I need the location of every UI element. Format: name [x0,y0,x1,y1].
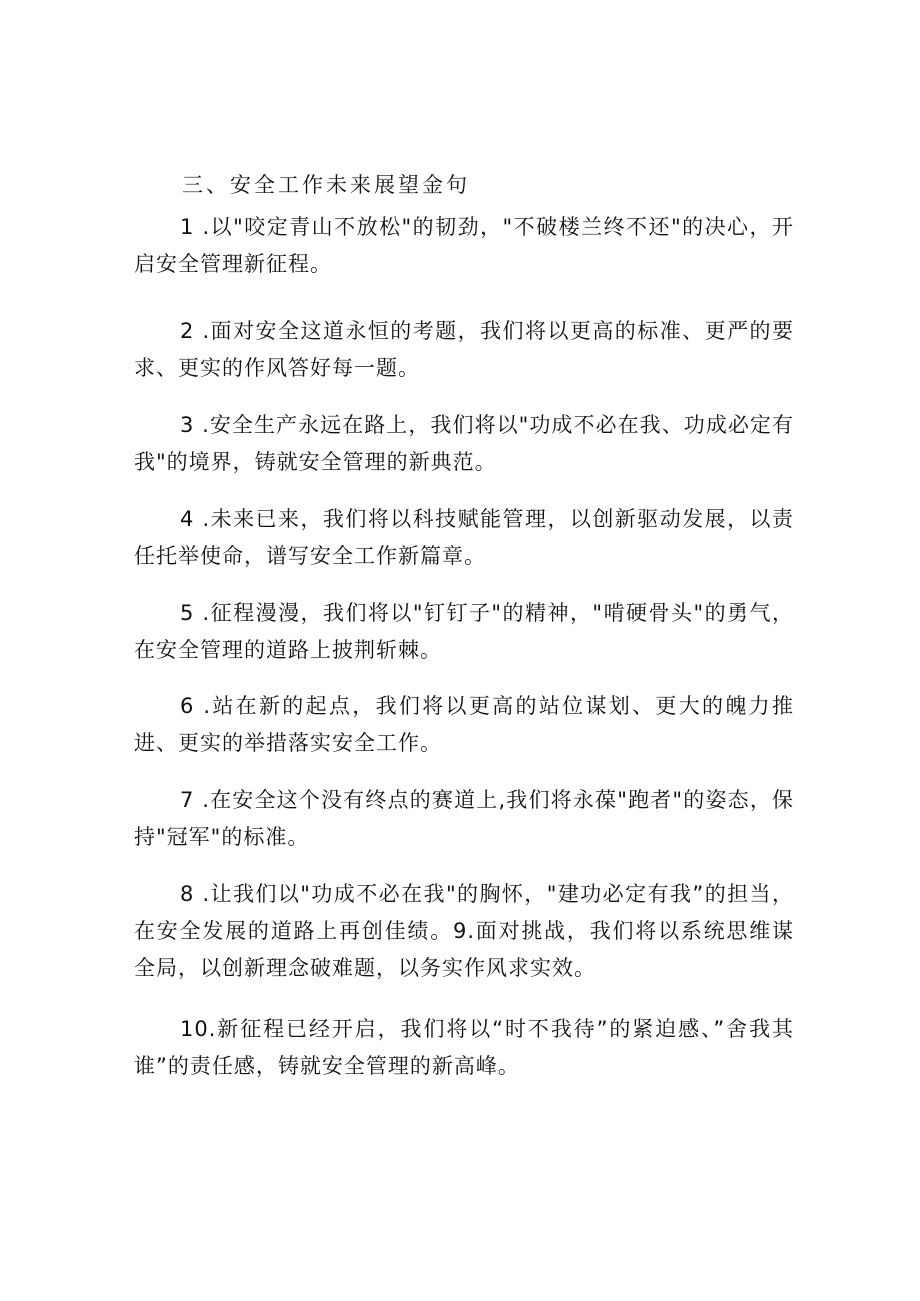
paragraph-item-8-9: 8 .让我们以"功成不必在我"的胸怀，"建功必定有我”的担当，在安全发展的道路上再创佳绩。9.面对挑战，我们将以系统思维谋全局，以创新理念破难题，以务实作风求实效。 [134,882,794,980]
paragraph-item-7: 7 .在安全这个没有终点的赛道上,我们将永葆"跑者"的姿态，保持"冠军"的标准。 [134,788,794,849]
paragraph-item-5: 5 .征程漫漫，我们将以"钉钉子"的精神，"啃硬骨头"的勇气，在安全管理的道路上披荆斩棘。 [134,601,794,662]
paragraph-item-4: 4 .未来已来，我们将以科技赋能管理，以创新驱动发展，以责任托举使命，谱写安全工作新篇章。 [134,507,794,568]
section-heading: 三、安全工作未来展望金句 [182,173,470,197]
paragraph-item-2: 2 .面对安全这道永恒的考题，我们将以更高的标准、更严的要求、更实的作风答好每一题。 [134,319,794,380]
paragraph-item-1: 1 .以"咬定青山不放松"的韧劲，"不破楼兰终不还"的决心，开启安全管理新征程。 [134,215,794,276]
paragraph-item-10: 10.新征程已经开启，我们将以“时不我待”的紧迫感、”舍我其谁”的责任感，铸就安全管理的新高峰。 [134,1017,794,1078]
paragraph-item-3: 3 .安全生产永远在路上，我们将以"功成不必在我、功成必定有我"的境界，铸就安全管理的新典范。 [134,413,794,474]
paragraph-item-6: 6 .站在新的起点，我们将以更高的站位谋划、更大的魄力推进、更实的举措落实安全工作。 [134,694,794,755]
